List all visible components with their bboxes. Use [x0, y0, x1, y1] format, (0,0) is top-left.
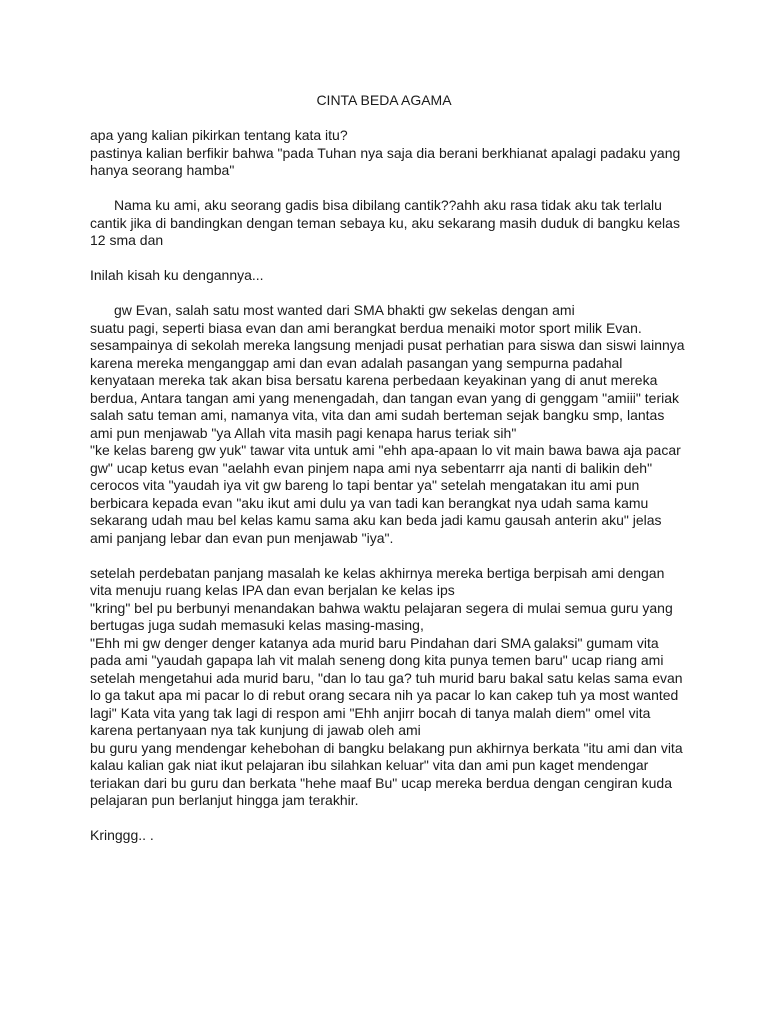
paragraph-gap [90, 547, 710, 565]
text-line: karena pertanyaan nya tak kunjung di jawab oleh ami [90, 722, 421, 738]
text-line: pada ami "yaudah gapapa lah vit malah seneng dong kita punya temen baru" ucap riang ami [90, 652, 664, 668]
text-line: berdua, Antara tangan ami yang menengadah, dan tangan evan yang di genggam "amiii" teriak [90, 389, 680, 406]
text-line: ami pun menjawab "ya Allah vita masih pagi kenapa harus teriak sih" [90, 424, 517, 441]
text-line: ami panjang lebar dan evan pun menjawab "iya". [90, 529, 394, 546]
text-line: vita menuju ruang kelas IPA dan evan berjalan ke kelas ips [90, 582, 455, 598]
text-line: sekarang udah mau bel kelas kamu sama aku kan beda jadi kamu gausah anterin aku" jelas [90, 512, 662, 528]
text-line: gw" ucap ketus evan "aelahh evan pinjem napa ami nya sebentarrr aja nanti di balikin deh" [90, 459, 653, 476]
text-line: setelah mengetahui ada murid baru, "dan lo tau ga? tuh murid baru bakal satu kelas sama evan [90, 669, 683, 686]
paragraph-gap [90, 180, 710, 198]
text-line: karena mereka menganggap ami dan evan adalah pasangan yang sempurna padahal [90, 354, 623, 371]
text-line: kalau kalian gak niat ikut pelajaran ibu silahkan keluar" vita dan ami pun kaget mendengar [90, 757, 649, 773]
text-line: kenyataan mereka tak akan bisa bersatu karena perbedaan keyakinan yang di anut mereka [90, 372, 658, 388]
text-line: suatu pagi, seperti biasa evan dan ami berangkat berdua menaiki motor sport milik Evan. [90, 319, 642, 336]
text-line: pastinya kalian berfikir bahwa "pada Tuhan nya saja dia berani berkhianat apalagi padaku yang [90, 144, 681, 161]
text-line: setelah perdebatan panjang masalah ke kelas akhirnya mereka bertiga berpisah ami dengan [90, 564, 665, 581]
text-line: "ke kelas bareng gw yuk" tawar vita untuk ami "ehh apa-apaan lo vit main bawa bawa aja pacar [90, 442, 681, 458]
text-line: cantik jika di bandingkan dengan teman sebaya ku, aku sekarang masih duduk di bangku kelas [90, 214, 680, 231]
text-line: Nama ku ami, aku seorang gadis bisa dibilang cantik??ahh aku rasa tidak aku tak terlalu [114, 197, 662, 213]
text-line: 12 sma dan [90, 232, 164, 248]
text-line: cerocos vita "yaudah iya vit gw bareng lo tapi bentar ya" setelah mengatakan itu ami pun [90, 477, 640, 493]
text-line: berbicara kepada evan "aku ikut ami dulu ya van tadi kan berangkat nya udah sama kamu [90, 494, 649, 511]
text-line: pelajaran pun berlanjut hingga jam terakhir. [90, 792, 359, 808]
text-line: lagi" Kata vita yang tak lagi di respon ami "Ehh anjirr bocah di tanya malah diem" omel vita [90, 704, 651, 721]
paragraph-gap [90, 250, 710, 268]
text-line: "Ehh mi gw denger denger katanya ada murid baru Pindahan dari SMA galaksi" gumam vita [90, 634, 659, 651]
document-body [90, 127, 710, 845]
text-line: Kringgg.. . [90, 827, 154, 843]
text-line: apa yang kalian pikirkan tentang kata itu? [90, 127, 348, 143]
text-line: gw Evan, salah satu most wanted dari SMA bhakti gw sekelas dengan ami [114, 302, 575, 318]
text-line: Inilah kisah ku dengannya... [90, 267, 264, 283]
text-line: lo ga takut apa mi pacar lo di rebut orang secara nih ya pacar lo kan cakep tuh ya most wanted [90, 687, 679, 703]
paragraph-gap [90, 810, 710, 828]
text-line: teriakan dari bu guru dan berkata "hehe maaf Bu" ucap mereka berdua dengan cengiran kuda [90, 774, 672, 791]
text-line: bertugas juga sudah memasuki kelas masing-masing, [90, 617, 424, 633]
text-line: sesampainya di sekolah mereka langsung menjadi pusat perhatian para siswa dan siswi lainnya [90, 337, 685, 353]
text-line: "kring" bel pu berbunyi menandakan bahwa waktu pelajaran segera di mulai semua guru yang [90, 599, 673, 616]
text-line: salah satu teman ami, namanya vita, vita dan ami sudah berteman sejak bangku smp, lantas [90, 407, 665, 423]
text-line: bu guru yang mendengar kehebohan di bangku belakang pun akhirnya berkata "itu ami dan vita [90, 739, 683, 756]
document-title: CINTA BEDA AGAMA [316, 92, 452, 108]
text-line: hanya seorang hamba" [90, 162, 235, 178]
paragraph-gap [90, 285, 710, 303]
